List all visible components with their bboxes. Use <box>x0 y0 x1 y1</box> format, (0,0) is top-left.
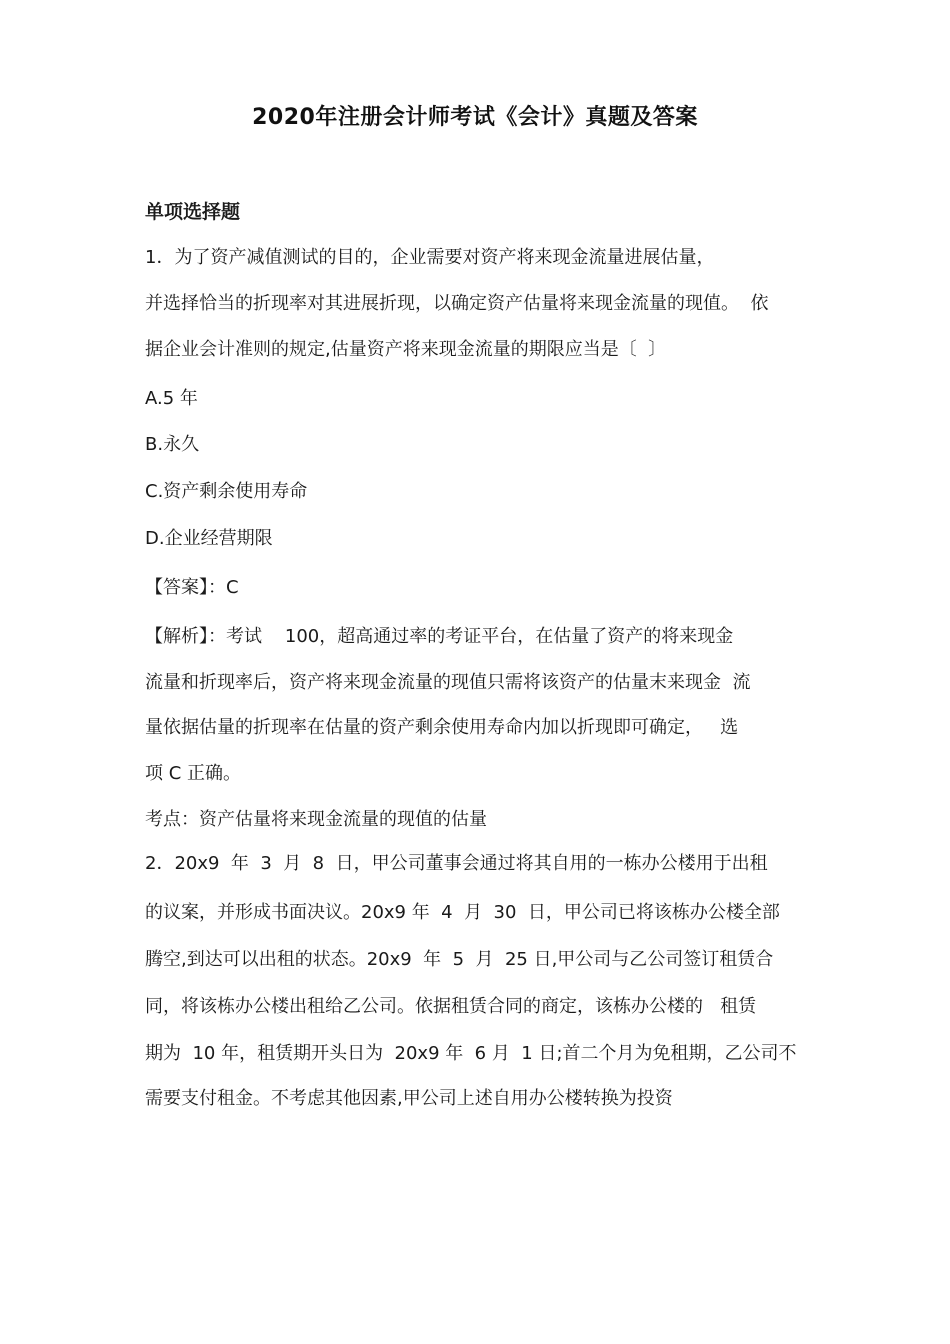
q1-option-d: D.企业经营期限 <box>145 528 273 549</box>
q2-stem-line: 腾空,到达可以出租的状态。20x9 年 5 月 25 日,甲公司与乙公司签订租赁合 <box>145 949 774 970</box>
q1-option-b: B.永久 <box>145 434 200 455</box>
q2-stem-line: 的议案，并形成书面决议。20x9 年 4 月 30 日，甲公司已将该栋办公楼全部 <box>145 902 780 923</box>
q1-option-c: C.资产剩余使用寿命 <box>145 481 308 502</box>
q1-stem-line: 据企业会计准则的规定,估量资产将来现金流量的期限应当是〔 〕 <box>145 339 667 360</box>
q1-answer: 【答案】：C <box>145 577 239 598</box>
q1-analysis-line: 项 C 正确。 <box>145 763 242 784</box>
q1-analysis-line: 量依据估量的折现率在估量的资产剩余使用寿命内加以折现即可确定， 选 <box>145 717 739 738</box>
q1-stem-line: 1．为了资产减值测试的目的，企业需要对资产将来现金流量进展估量， <box>145 247 715 268</box>
q1-analysis-line: 流量和折现率后，资产将来现金流量的现值只需将该资产的估量末来现金 流 <box>145 672 751 693</box>
q1-analysis-line: 【解析】：考试 100，超高通过率的考证平台，在估量了资产的将来现金 <box>145 626 734 647</box>
q1-key-point: 考点：资产估量将来现金流量的现值的估量 <box>145 809 487 830</box>
q1-stem-line: 并选择恰当的折现率对其进展折现，以确定资产估量将来现金流量的现值。 依 <box>145 293 769 314</box>
q2-stem-line: 需要支付租金。不考虑其他因素,甲公司上述自用办公楼转换为投资 <box>145 1088 673 1109</box>
document-title: 2020年注册会计师考试《会计》真题及答案 <box>252 105 698 130</box>
q2-stem-line: 同，将该栋办公楼出租给乙公司。依据租赁合同的商定，该栋办公楼的 租赁 <box>145 996 757 1017</box>
section-heading: 单项选择题 <box>145 201 241 223</box>
q2-stem-line: 2．20x9 年 3 月 8 日，甲公司董事会通过将其自用的一栋办公楼用于出租 <box>145 853 768 874</box>
q2-stem-line: 期为 10 年，租赁期开头日为 20x9 年 6 月 1 日;首二个月为免租期，乙公司不 <box>145 1043 797 1064</box>
q1-option-a: A.5 年 <box>145 388 198 409</box>
